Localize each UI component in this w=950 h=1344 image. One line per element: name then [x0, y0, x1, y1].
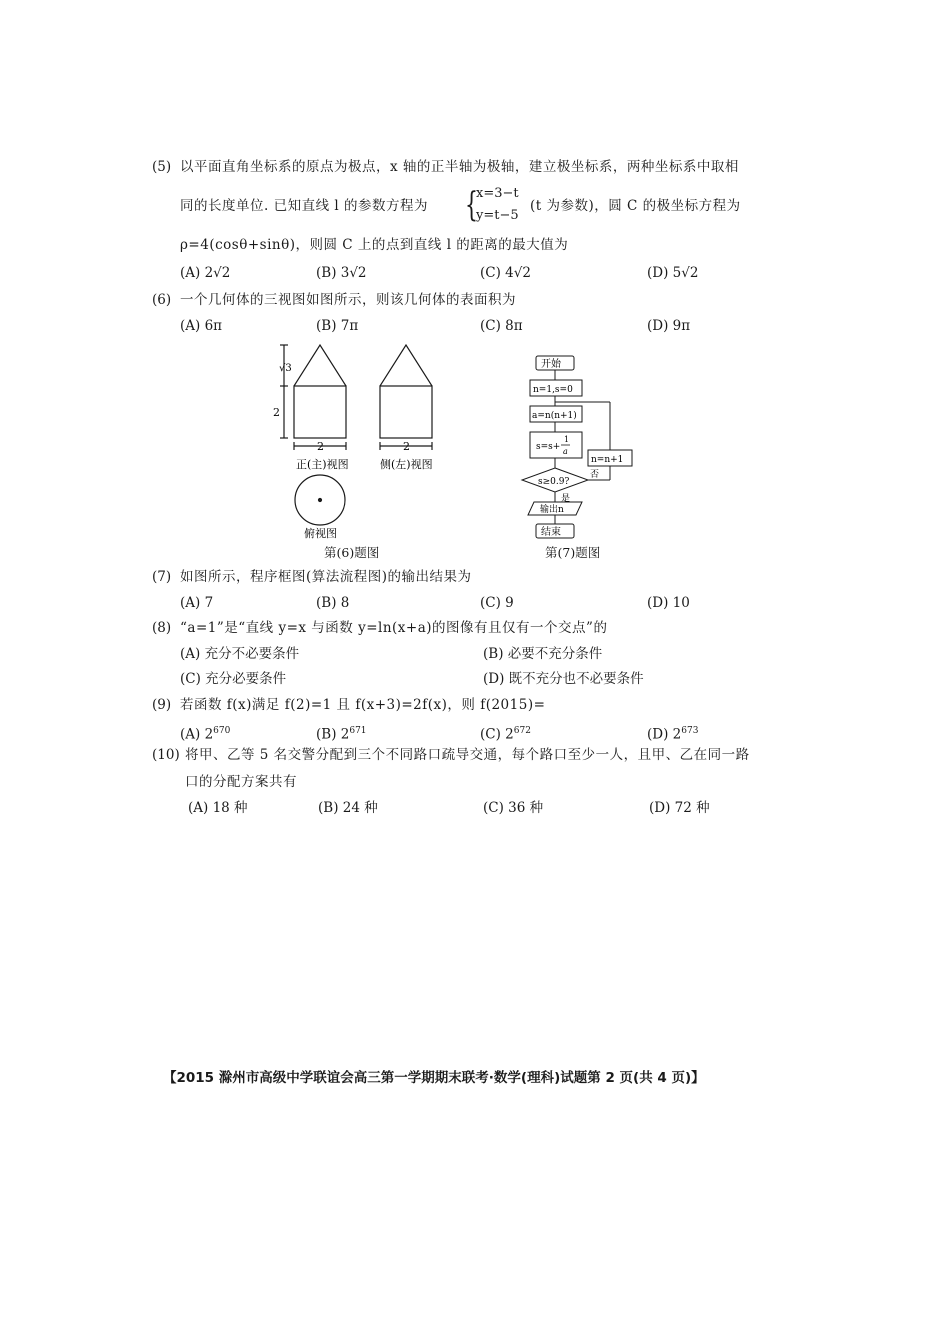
q9-option-c-exp: 672 [513, 726, 531, 736]
q5-number: (5) [152, 159, 172, 175]
end-label: 结束 [541, 527, 561, 538]
top-view-drawing [295, 475, 345, 525]
q8-option-a: (A) 充分不必要条件 [180, 646, 300, 662]
q9-text: 若函数 f(x)满足 f(2)=1 且 f(x+3)=2f(x)，则 f(2015)= [180, 697, 546, 713]
q9-option-a [180, 722, 230, 744]
q9-option-b-label: (B) 2 [316, 726, 350, 743]
no-label: 否 [590, 470, 600, 480]
q10-number: (10) [152, 747, 180, 763]
init-label: n=1,s=0 [533, 385, 573, 395]
q6-number: (6) [152, 292, 172, 308]
q8-option-c: (C) 充分必要条件 [180, 671, 287, 687]
increment-label: n=n+1 [591, 455, 624, 465]
fig6-caption: 第(6)题图 [324, 545, 380, 560]
q9-number: (9) [152, 697, 172, 713]
q9-option-b-exp: 671 [349, 726, 367, 736]
q7-number: (7) [152, 569, 172, 585]
q5-system-eq1: x=3−t [476, 186, 519, 201]
side-view-drawing [380, 345, 432, 450]
front-view-label: 正(主)视图 [296, 458, 349, 471]
q6-option-a: (A) 6π [180, 318, 223, 334]
q10-option-b: (B) 24 种 [318, 800, 378, 816]
q5-line3: ρ=4(cosθ+sinθ)，则圆 C 上的点到直线 l 的距离的最大值为 [180, 237, 569, 253]
output-label: 输出n [540, 505, 564, 515]
q9-option-c-label: (C) 2 [480, 726, 514, 743]
q6-text: 一个几何体的三视图如图所示，则该几何体的表面积为 [180, 292, 516, 308]
q7-option-b: (B) 8 [316, 595, 350, 611]
q5-line1: 以平面直角坐标系的原点为极点，x 轴的正半轴为极轴，建立极坐标系，两种坐标系中取相 [180, 159, 739, 175]
dim-2-front: 2 [317, 440, 324, 453]
yes-label: 是 [561, 494, 571, 504]
q5-option-a: (A) 2√2 [180, 265, 231, 281]
q6-option-c: (C) 8π [480, 318, 523, 334]
q8-option-d: (D) 既不充分也不必要条件 [483, 671, 644, 687]
q6-option-d: (D) 9π [647, 318, 691, 334]
front-view-drawing [280, 345, 346, 450]
dim-2-vertical: 2 [273, 406, 280, 419]
q9-option-d-label: (D) 2 [647, 726, 682, 743]
q9-option-a-label: (A) 2 [180, 726, 214, 743]
q10-line2: 口的分配方案共有 [185, 774, 297, 790]
q9-option-d [647, 722, 698, 744]
flowchart-figure [520, 350, 650, 545]
dim-sqrt3: √3 [279, 363, 292, 374]
q5-system-brace: { [465, 185, 478, 225]
q8-text: “a=1”是“直线 y=x 与函数 y=ln(x+a)的图像有且仅有一个交点”的 [180, 620, 608, 636]
start-label: 开始 [541, 359, 561, 370]
q6-option-b: (B) 7π [316, 318, 359, 334]
q5-system-eq2: y=t−5 [476, 208, 519, 223]
assign-a-label: a=n(n+1) [532, 411, 577, 421]
frac-num: 1 [564, 435, 570, 444]
q10-option-a: (A) 18 种 [188, 800, 248, 816]
q8-option-b: (B) 必要不充分条件 [483, 646, 603, 662]
q8-number: (8) [152, 620, 172, 636]
q7-option-c: (C) 9 [480, 595, 514, 611]
q7-text: 如图所示，程序框图(算法流程图)的输出结果为 [180, 569, 472, 585]
assign-s-label: s=s+ [536, 442, 561, 452]
q5-option-c: (C) 4√2 [480, 265, 531, 281]
q9-option-b [316, 722, 367, 744]
q7-option-d: (D) 10 [647, 595, 690, 611]
fig7-caption: 第(7)题图 [545, 545, 601, 560]
q10-option-c: (C) 36 种 [483, 800, 544, 816]
page-footer: 【2015 滁州市高级中学联谊会高三第一学期期末联考·数学(理科)试题第 2 页(共 4 页)】 [163, 1070, 705, 1086]
q5-option-b: (B) 3√2 [316, 265, 367, 281]
q5-option-d: (D) 5√2 [647, 265, 699, 281]
q5-line2-pre: 同的长度单位. 已知直线 l 的参数方程为 [180, 198, 428, 214]
three-view-figure [270, 340, 470, 560]
q7-option-a: (A) 7 [180, 595, 214, 611]
q9-option-c [480, 722, 531, 744]
q10-line1: 将甲、乙等 5 名交警分配到三个不同路口疏导交通，每个路口至少一人，且甲、乙在同一路 [185, 747, 750, 763]
q10-option-d: (D) 72 种 [649, 800, 710, 816]
frac-den: a [563, 447, 568, 456]
q9-option-a-exp: 670 [213, 726, 231, 736]
dim-2-side: 2 [403, 440, 410, 453]
q9-option-d-exp: 673 [681, 726, 699, 736]
top-view-label: 俯视图 [304, 527, 337, 540]
side-view-label: 侧(左)视图 [380, 458, 433, 471]
condition-label: s≥0.9? [538, 477, 570, 487]
q5-line2-post: (t 为参数)，圆 C 的极坐标方程为 [530, 198, 741, 214]
